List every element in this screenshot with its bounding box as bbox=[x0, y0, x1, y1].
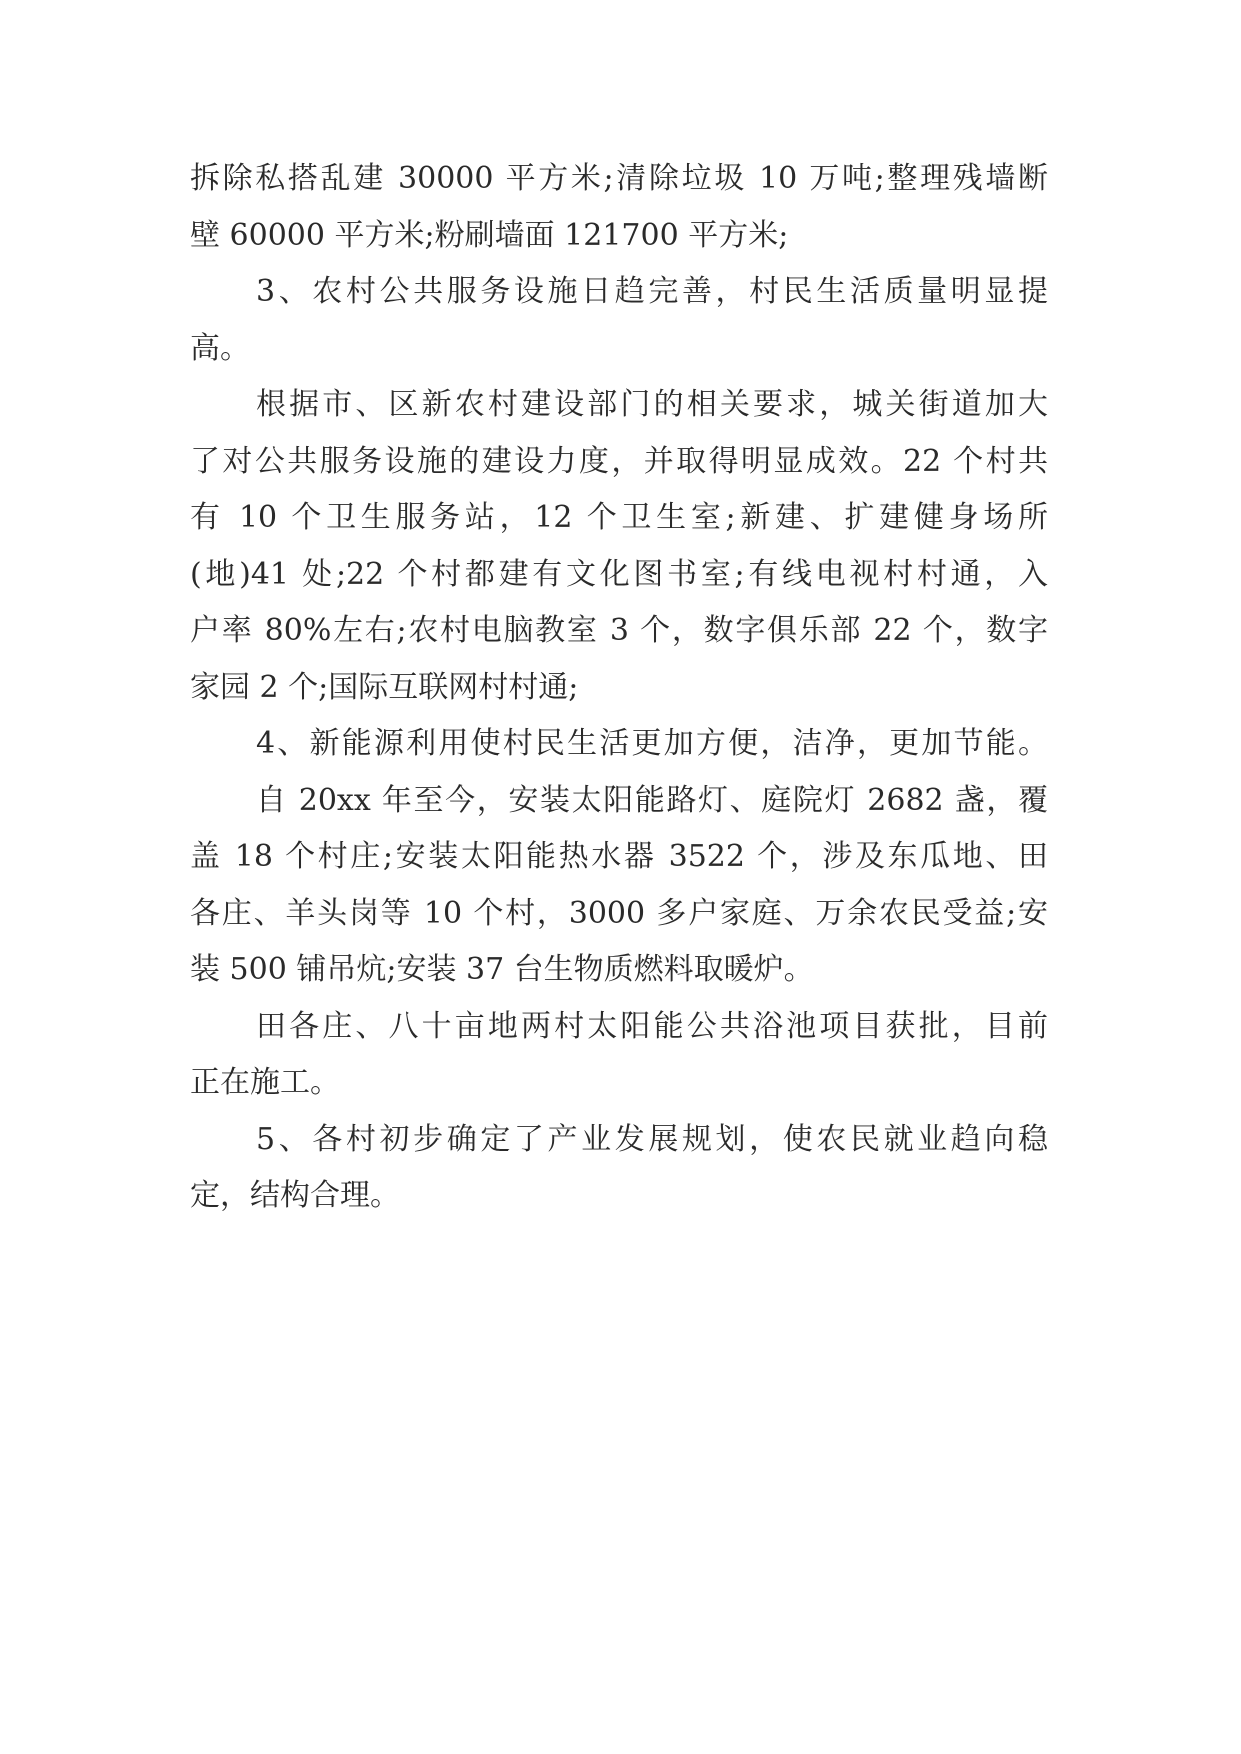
text-line: 装 500 铺吊炕;安装 37 台生物质燃料取暖炉。 bbox=[190, 952, 814, 987]
text-line: 了对公共服务设施的建设力度，并取得明显成效。22 个村共 bbox=[190, 443, 1048, 479]
text-line: 5、各村初步确定了产业发展规划，使农民就业趋向稳 bbox=[256, 1121, 1048, 1157]
text-line: 有 10 个卫生服务站，12 个卫生室;新建、扩建健身场所 bbox=[190, 500, 1048, 535]
text-line: 高。 bbox=[190, 330, 250, 366]
text-line: 根据市、区新农村建设部门的相关要求，城关街道加大 bbox=[256, 387, 1048, 422]
text-line: 4、新能源利用使村民生活更加方便，洁净，更加节能。 bbox=[256, 726, 1048, 761]
text-line: 田各庄、八十亩地两村太阳能公共浴池项目获批，目前 bbox=[256, 1008, 1048, 1044]
document-body bbox=[190, 160, 1048, 1234]
text-line: 拆除私搭乱建 30000 平方米;清除垃圾 10 万吨;整理残墙断 bbox=[190, 161, 1048, 196]
text-line: 自 20xx 年至今，安装太阳能路灯、庭院灯 2682 盏，覆 bbox=[256, 782, 1048, 818]
text-line: 各庄、羊头岗等 10 个村，3000 多户家庭、万余农民受益;安 bbox=[190, 895, 1048, 931]
text-line: 壁 60000 平方米;粉刷墙面 121700 平方米; bbox=[190, 217, 789, 253]
text-line: 定，结构合理。 bbox=[190, 1178, 400, 1213]
text-line: 家园 2 个;国际互联网村村通; bbox=[190, 669, 579, 705]
text-line: 正在施工。 bbox=[190, 1065, 340, 1100]
text-line: 盖 18 个村庄;安装太阳能热水器 3522 个，涉及东瓜地、田 bbox=[190, 839, 1048, 874]
text-line: (地)41 处;22 个村都建有文化图书室;有线电视村村通，入 bbox=[190, 556, 1048, 592]
text-line: 户率 80%左右;农村电脑教室 3 个，数字俱乐部 22 个，数字 bbox=[190, 613, 1048, 648]
text-line: 3、农村公共服务设施日趋完善，村民生活质量明显提 bbox=[256, 274, 1048, 309]
